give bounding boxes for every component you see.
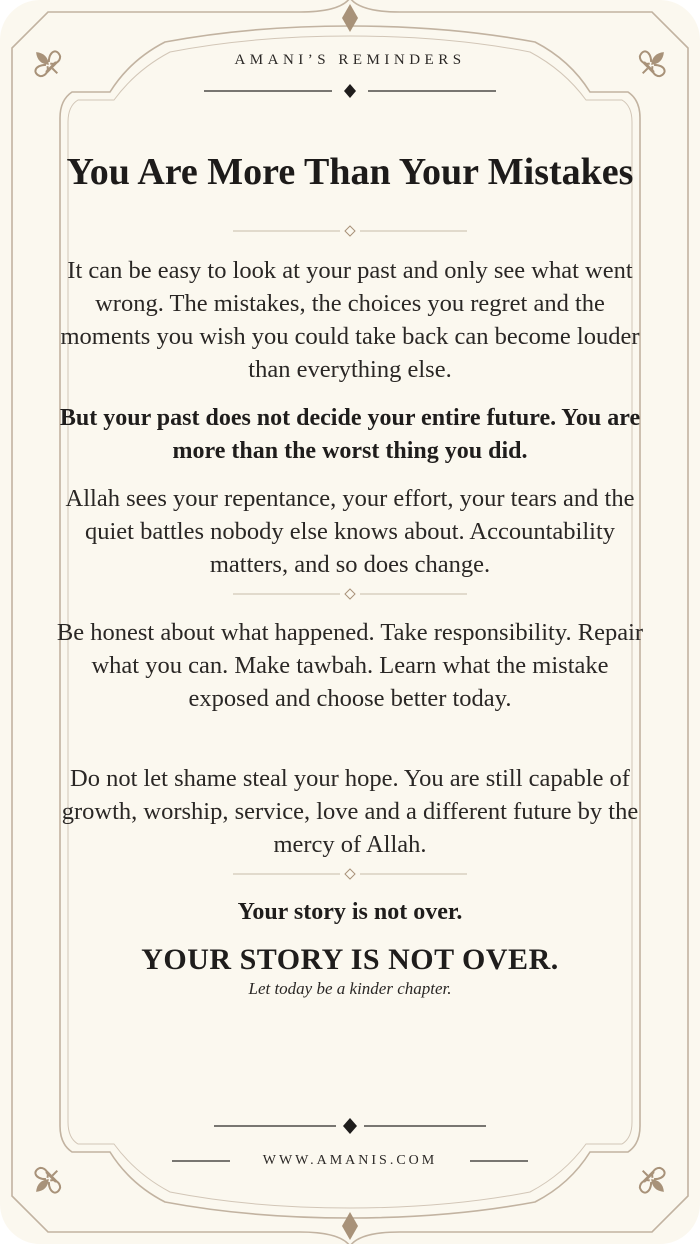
story-line: Your story is not over. [237, 899, 463, 925]
diamond-icon [344, 84, 356, 98]
paragraph-steps: Be honest about what happened. Take responsibility. Repair what you can. Make tawbah. Learn what the mistake exposed and choose better today. [56, 619, 644, 712]
closing-headline: YOUR STORY IS NOT OVER. [141, 943, 559, 976]
paragraph-repentance: Allah sees your repentance, your effort, your tears and the quiet battles nobody else knows about. Accountability matters, and so does change. [65, 485, 635, 578]
page-title: You Are More Than Your Mistakes [66, 151, 634, 193]
paragraph-emphasis: But your past does not decide your entire future. You are more than the worst thing you did. [59, 405, 641, 464]
closing-tagline: Let today be a kinder chapter. [248, 979, 452, 998]
top-arch-ornament-icon [342, 4, 358, 32]
paragraph-intro: It can be easy to look at your past and only see what went wrong. The mistakes, the choices you regret and the moments you wish you could take back can become louder than everything else. [60, 257, 640, 383]
bottom-arch-ornament-icon [342, 1212, 358, 1240]
paragraph-hope: Do not let shame steal your hope. You are still capable of growth, worship, service, love and a different future by the mercy of Allah. [61, 765, 639, 858]
diamond-icon [343, 1118, 357, 1134]
brand-header: AMANI’S REMINDERS [234, 52, 466, 68]
website-link[interactable]: WWW.AMANIS.COM [262, 1153, 438, 1168]
